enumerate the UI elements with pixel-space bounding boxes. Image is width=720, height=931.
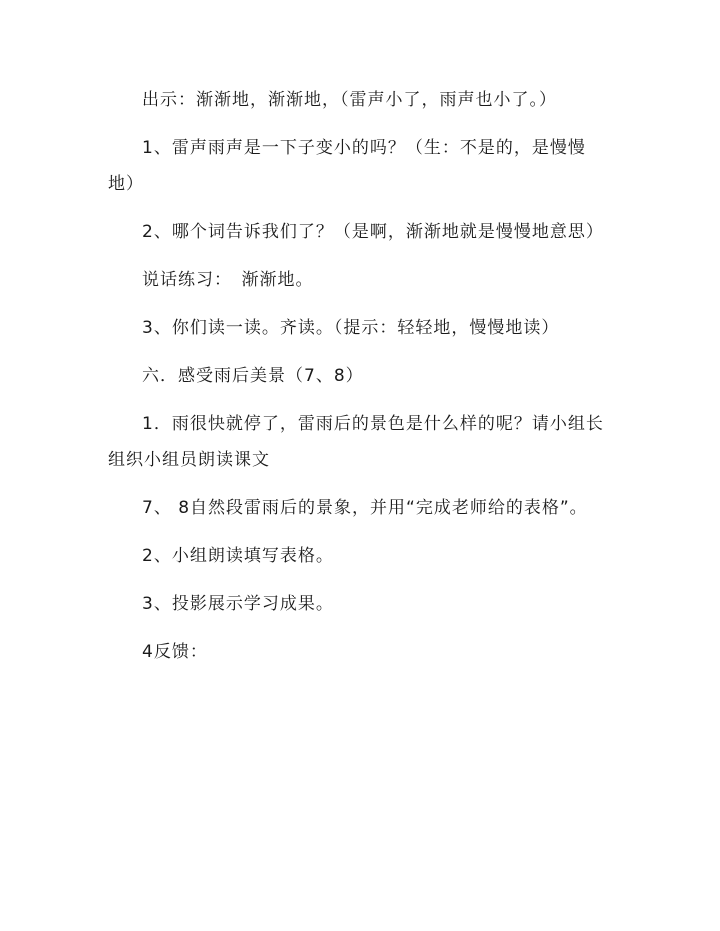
paragraph-question-2: 2、哪个词告诉我们了？（是啊，渐渐地就是慢慢地意思） xyxy=(142,222,604,242)
paragraph-feedback: 4反馈： xyxy=(142,642,208,662)
section-heading-six: 六．感受雨后美景（7、8） xyxy=(142,366,364,386)
paragraph-reading: 3、你们读一读。齐读。（提示：轻轻地，慢慢地读） xyxy=(142,318,560,338)
paragraph-question-1: 1、雷声雨声是一下子变小的吗？（生：不是的，是慢慢地） xyxy=(108,138,586,194)
paragraph-show: 出示：渐渐地，渐渐地，（雷声小了，雨声也小了。） xyxy=(142,90,557,110)
paragraph-step-1: 1．雨很快就停了，雷雨后的景色是什么样的呢？请小组长组织小组员朗读课文 xyxy=(108,414,604,470)
paragraph-speaking-practice: 说话练习： 渐渐地。 xyxy=(142,270,314,290)
paragraph-step-2: 2、小组朗读填写表格。 xyxy=(142,546,334,566)
paragraph-paragraphs-7-8: 7、 8自然段雷雨后的景象，并用“完成老师给的表格”。 xyxy=(142,498,588,518)
document-page xyxy=(108,82,604,670)
paragraph-step-3: 3、投影展示学习成果。 xyxy=(142,594,334,614)
